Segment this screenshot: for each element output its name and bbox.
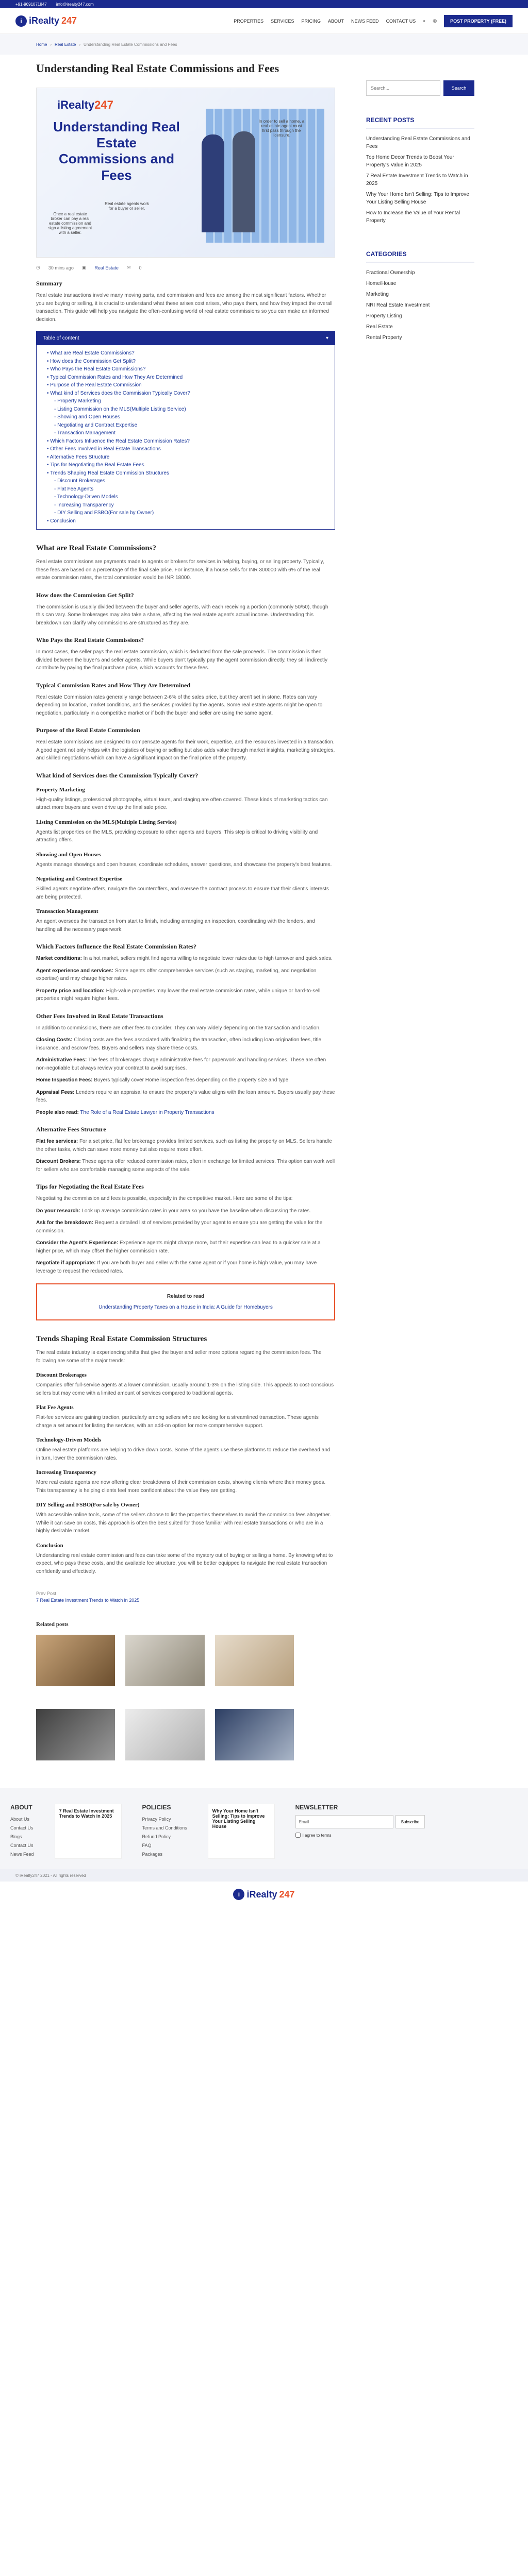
footer-link[interactable]: Terms and Conditions xyxy=(142,1825,187,1831)
related-post-card[interactable] xyxy=(36,1635,115,1699)
terms-checkbox[interactable] xyxy=(295,1833,301,1838)
toc-item[interactable]: • How does the Commission Get Split? xyxy=(47,358,136,364)
prev-post-link[interactable]: 7 Real Estate Investment Trends to Watch in 2025 xyxy=(36,1598,140,1603)
email-text[interactable]: info@irealty247.com xyxy=(56,2,94,7)
post-category[interactable]: Real Estate xyxy=(94,265,119,270)
post-time: 30 mins ago xyxy=(48,265,74,270)
paragraph: Online real estate platforms are helping to drive down costs. Some of the agents use these platforms to reduce the overhead and in turn, lower the commission rates. xyxy=(36,1447,331,1461)
breadcrumb: Home › Real Estate › Understanding Real Estate Commissions and Fees xyxy=(0,34,528,55)
phone-text[interactable]: +91-9691071847 xyxy=(15,2,47,7)
related-post-card[interactable] xyxy=(125,1635,204,1699)
section-heading: Who Pays the Real Estate Commissions? xyxy=(36,636,144,643)
category-link[interactable]: Real Estate xyxy=(366,324,393,330)
toc-item[interactable]: - Increasing Transparency xyxy=(54,502,114,508)
hero-caption: Once a real estate broker can pay a real estate commission and sign a listing agreement with a seller. xyxy=(48,212,92,235)
search-icon[interactable]: ⌕ xyxy=(423,18,426,23)
category-link[interactable]: Property Listing xyxy=(366,313,402,319)
nav-services[interactable]: SERVICES xyxy=(271,18,294,24)
toc-list xyxy=(37,345,335,529)
footer-logo[interactable]: i iRealty 247 xyxy=(0,1882,528,1907)
recent-post-link[interactable]: Top Home Decor Trends to Boost Your Property's Value in 2025 xyxy=(366,155,454,168)
toc-item[interactable]: • What are Real Estate Commissions? xyxy=(47,350,135,356)
footer-link[interactable]: Blogs xyxy=(10,1834,22,1840)
user-icon[interactable]: ◎ xyxy=(433,18,437,23)
category-link[interactable]: Home/House xyxy=(366,281,397,286)
related-post-card[interactable] xyxy=(36,1709,115,1773)
logo-number: 247 xyxy=(61,15,77,26)
section-heading: Purpose of the Real Estate Commission xyxy=(36,726,140,734)
page-title: Understanding Real Estate Commissions and Fees xyxy=(36,62,279,75)
toc-item[interactable]: • What kind of Services does the Commission Typically Cover? xyxy=(47,390,190,396)
comment-count[interactable]: 0 xyxy=(139,265,142,270)
tips-list xyxy=(36,1207,335,1276)
item-label: Agent experience and services: xyxy=(36,968,114,974)
subsection-heading: Flat Fee Agents xyxy=(36,1404,74,1411)
toc-item[interactable]: - Flat Fee Agents xyxy=(54,486,94,492)
hero-caption: In order to sell a home, a real estate agent must first pass through the licensure. xyxy=(258,119,305,138)
nav-pricing[interactable]: PRICING xyxy=(301,18,321,24)
search-button[interactable]: Search xyxy=(443,80,474,96)
list-item: Appraisal Fees: Lenders require an appraisal to ensure the property's value aligns with the loan amount. Buyers usually pay these fees. xyxy=(36,1089,335,1103)
footer-link[interactable]: Packages xyxy=(142,1852,163,1857)
hero-caption: Real estate agents work for a buyer or seller. xyxy=(105,201,149,211)
item-label: Ask for the breakdown: xyxy=(36,1220,94,1226)
logo-icon: i xyxy=(233,1889,244,1900)
categories-heading: CATEGORIES xyxy=(366,250,407,258)
section-heading: Which Factors Influence the Real Estate Commission Rates? xyxy=(36,943,196,950)
paragraph: Real estate commissions are designed to compensate agents for their work, expertise, and the resources invested in a transaction. A good agent not only helps with the logistics of buying or selling but also adds value through market insights, marketing strategies, and skilled negotiations which can have a significant impact on the final price of the property. xyxy=(36,739,335,761)
recent-post-link[interactable]: 7 Real Estate Investment Trends to Watch in 2025 xyxy=(366,173,468,187)
item-label: Negotiate if appropriate: xyxy=(36,1260,96,1266)
toc-item[interactable]: • Conclusion xyxy=(47,518,76,524)
toc-item[interactable]: - Transaction Management xyxy=(54,430,116,436)
list-item: Discount Brokers: These agents offer reduced commission rates, often in exchange for limited services. This option can work well for sellers who are comfortable managing some aspects of the sale. xyxy=(36,1159,335,1173)
section-heading: Tips for Negotiating the Real Estate Fees xyxy=(36,1183,144,1190)
footer-policies: POLICIES Privacy Policy Terms and Conditions Refund Policy FAQ Packages xyxy=(142,1804,187,1859)
logo-icon: i xyxy=(15,15,27,27)
toc-title: Table of content xyxy=(43,335,79,341)
item-label: Discount Brokers: xyxy=(36,1159,81,1164)
toc-item[interactable]: • Other Fees Involved in Real Estate Transactions xyxy=(47,446,161,452)
footer-link[interactable]: FAQ xyxy=(142,1843,152,1849)
nav-contact[interactable]: CONTACT US xyxy=(386,18,416,24)
category-link[interactable]: Rental Property xyxy=(366,335,402,341)
paragraph: Flat-fee services are gaining traction, particularly among sellers who are looking for a streamlined transaction. These agents charge a set amount for listing the services, with an add-on option for more comprehensive support. xyxy=(36,1415,319,1429)
comment-icon: ✉ xyxy=(126,265,131,270)
footer-newsletter: NEWSLETTER Email Subscribe I agree to terms xyxy=(295,1804,425,1859)
footer-about: ABOUT About Us Contact Us Blogs Contact Us News Feed xyxy=(10,1804,34,1859)
paragraph: Agents manage showings and open houses, coordinate schedules, answer questions, and showcase the property's best features. xyxy=(36,861,332,868)
summary-text: Real estate transactions involve many moving parts, and commission and fees are among the most significant factors. Whether you are buying or selling, it is crucial to understand what these arises cost arises, who pays them, and how they impact the overall transaction. This guide will help you navigate the often-confusing world of real estate commissions so you can make an informed decision. xyxy=(36,293,333,323)
list-item: Closing Costs: Closing costs are the fees associated with finalizing the transaction, often including loan origination fees, title insurance, and escrow fees. Buyers and sellers may share these costs. xyxy=(36,1037,322,1051)
person-figure xyxy=(202,134,224,232)
hero-image xyxy=(36,88,335,258)
paragraph: An agent oversees the transaction from start to finish, including arranging an inspection, coordinating with the lenders, and handling all the necessary paperwork. xyxy=(36,919,315,933)
paragraph: Skilled agents negotiate offers, navigate the counteroffers, and oversee the contract process to ensure that their client's interests are being protected. xyxy=(36,886,329,900)
section-heading: Other Fees Involved in Real Estate Transactions xyxy=(36,1012,163,1020)
summary-heading: Summary xyxy=(36,280,62,287)
footer-post-card[interactable]: 7 Real Estate Investment Trends to Watch in 2025 xyxy=(55,1804,122,1859)
toc-item[interactable]: - DIY Selling and FSBO(For sale by Owner) xyxy=(54,510,154,516)
item-label: Administrative Fees: xyxy=(36,1057,87,1063)
post-navigation xyxy=(36,1591,335,1603)
category-link[interactable]: NRI Real Estate Investment xyxy=(366,302,430,308)
copyright: © iRealty247 2021 - All rights reserved xyxy=(0,1869,528,1882)
breadcrumb-current: Understanding Real Estate Commissions and Fees xyxy=(84,42,177,47)
footer-link[interactable]: News Feed xyxy=(10,1852,34,1857)
subsection-heading: Listing Commission on the MLS(Multiple Listing Service) xyxy=(36,819,177,825)
paragraph: The commission is usually divided between the buyer and seller agents, with each receiving a portion (commonly 50/50), though this can vary. Some brokerages may also take a share, affecting the real estate agent's actual income. Understanding this breakdown can clarify why commissions are structured as they are. xyxy=(36,604,328,626)
post-property-button[interactable]: POST PROPERTY (FREE) xyxy=(444,15,513,27)
footer-link[interactable]: Refund Policy xyxy=(142,1834,171,1840)
recent-post-link[interactable]: Why Your Home Isn't Selling: Tips to Improve Your Listing Selling House xyxy=(366,192,469,205)
alternative-list xyxy=(36,1138,335,1174)
toc-item[interactable]: • Which Factors Influence the Real Estate Commission Rates? xyxy=(47,438,190,444)
item-label: Flat fee services: xyxy=(36,1139,78,1144)
hero-headline: Understanding Real Estate Commissions and Fees xyxy=(53,119,180,183)
item-label: Appraisal Fees: xyxy=(36,1089,75,1095)
paragraph: In most cases, the seller pays the real estate commission, which is deducted from the sale proceeds. The commission is then divided between the buyer's and seller agents. While buyers don't typically pay the agent commission directly, they still indirectly contribute by paying the final purchase price, which accounts for these fees. xyxy=(36,649,328,671)
also-read: People also read: The Role of a Real Estate Lawyer in Property Transactions xyxy=(36,1109,214,1115)
table-of-contents xyxy=(36,331,335,530)
subsection-heading: Transaction Management xyxy=(36,908,98,914)
hero-logo: iRealty247 xyxy=(57,98,113,111)
footer-link[interactable]: Privacy Policy xyxy=(142,1817,171,1822)
toc-item[interactable]: - Technology-Driven Models xyxy=(54,494,118,500)
newsletter-email-input[interactable] xyxy=(295,1815,393,1828)
folder-icon: ▣ xyxy=(81,265,87,270)
category-link[interactable]: Fractional Ownership xyxy=(366,270,415,276)
related-label: Related to read xyxy=(167,1294,205,1299)
top-bar xyxy=(0,0,528,8)
toc-item[interactable]: • Tips for Negotiating the Real Estate Fees xyxy=(47,462,144,468)
paragraph: The real estate industry is experiencing shifts that give the buyer and seller more options regarding the commission fees. The following are some of the major trends: xyxy=(36,1350,322,1364)
toc-item[interactable]: - Showing and Open Houses xyxy=(54,414,120,420)
list-item: Home Inspection Fees: Buyers typically cover Home inspection fees depending on the property size and type. xyxy=(36,1077,290,1083)
person-figure xyxy=(233,131,255,232)
paragraph: Agents list properties on the MLS, providing exposure to other agents and buyers. This step is critical to driving visibility and attracting offers. xyxy=(36,829,318,843)
subsection-heading: Property Marketing xyxy=(36,786,85,793)
categories-list xyxy=(366,269,474,342)
paragraph: Negotiating the commission and fees is possible, especially in the competitive market. Here are some of the tips: xyxy=(36,1196,293,1201)
toc-item[interactable]: - Listing Commission on the MLS(Multiple Listing Service) xyxy=(54,406,186,412)
subsection-heading: Showing and Open Houses xyxy=(36,851,101,858)
post-thumbnail[interactable] xyxy=(125,1709,204,1760)
post-meta xyxy=(36,265,335,270)
search-form xyxy=(366,80,474,96)
breadcrumb-category[interactable]: Real Estate xyxy=(55,42,76,47)
also-read-link[interactable]: The Role of a Real Estate Lawyer in Property Transactions xyxy=(80,1109,214,1115)
post-thumbnail[interactable] xyxy=(215,1709,294,1760)
toggle-icon[interactable]: ▾ xyxy=(325,335,328,341)
toc-item[interactable]: - Discount Brokerages xyxy=(54,478,105,484)
item-label: Consider the Agent's Experience: xyxy=(36,1240,119,1246)
related-posts-heading: Related posts xyxy=(36,1621,69,1628)
recent-posts-heading: RECENT POSTS xyxy=(366,116,415,124)
list-item: Market conditions: In a hot market, sellers might find agents willing to negotiate lower rates due to high turnover and quick sales. xyxy=(36,956,333,961)
recent-post-link[interactable]: Understanding Real Estate Commissions and Fees xyxy=(366,136,470,149)
item-label: Property price and location: xyxy=(36,988,105,994)
post-thumbnail[interactable] xyxy=(215,1635,294,1686)
paragraph: Real estate commissions are payments made to agents or brokers for services in helping, buying, or selling property. Typically, these fees are based on a percentage of the final sale price. For instance, if a house sells for INR 300000 with 6% of the real estate commission rates, the total commission would be INR 18000. xyxy=(36,559,324,581)
subscribe-button[interactable]: Subscribe xyxy=(395,1815,425,1828)
subsection-heading: Discount Brokerages xyxy=(36,1372,87,1378)
divider xyxy=(366,128,474,129)
toc-item[interactable]: • Who Pays the Real Estate Commissions? xyxy=(47,366,146,372)
category-link[interactable]: Marketing xyxy=(366,292,389,297)
footer-link[interactable]: About Us xyxy=(10,1817,30,1822)
section-heading: What kind of Services does the Commission Typically Cover? xyxy=(36,771,199,779)
section-heading: Trends Shaping Real Estate Commission Structures xyxy=(36,1335,207,1343)
paragraph: Real estate Commission rates generally range between 2-6% of the sales price, but they aren't set in stone. Rates can vary depending on location, market conditions, and the services provided by the agents. Some real estate agents might be open to negotiation, particularly in a competitive market or if both the buyer and seller are using the same agent. xyxy=(36,694,323,716)
recent-post-link[interactable]: How to Increase the Value of Your Rental Property xyxy=(366,210,460,224)
toc-item[interactable]: • Alternative Fees Structure xyxy=(47,454,110,460)
related-link[interactable]: Understanding Property Taxes on a House in India: A Guide for Homebuyers xyxy=(98,1304,273,1310)
related-post-card[interactable] xyxy=(215,1635,294,1699)
related-posts-grid xyxy=(0,1635,330,1773)
section-heading: Alternative Fees Structure xyxy=(36,1126,106,1133)
subsection-heading: Technology-Driven Models xyxy=(36,1437,102,1443)
post-thumbnail[interactable] xyxy=(36,1709,115,1760)
item-label: Do your research: xyxy=(36,1208,80,1214)
list-item: Flat fee services: For a set price, flat fee brokerage provides limited services, such as listing the property on MLS. Sellers handle the other tasks, which can save more money but also require more effort. xyxy=(36,1139,332,1153)
list-item: Do your research: Look up average commission rates in your area so you have the baseline when discussing the rates. xyxy=(36,1208,311,1214)
footer-link[interactable]: Contact Us xyxy=(10,1843,34,1849)
list-item: Property price and location: High-value properties may lower the real estate commission rates, while unique or hard-to-sell properties might require higher fees. xyxy=(36,988,321,1002)
nav-news-feed[interactable]: NEWS FEED xyxy=(351,18,379,24)
paragraph: In addition to commissions, there are other fees to consider. They can vary widely depending on the transaction and location. xyxy=(36,1025,321,1031)
post-thumbnail[interactable] xyxy=(125,1635,204,1686)
subsection-heading: Negotiating and Contract Expertise xyxy=(36,876,123,882)
toc-item[interactable]: - Property Marketing xyxy=(54,398,101,404)
logo-text: iRealty xyxy=(29,15,60,26)
nav-properties[interactable]: PROPERTIES xyxy=(234,18,264,24)
footer-link[interactable]: Contact Us xyxy=(10,1825,34,1831)
related-post-card[interactable] xyxy=(125,1709,204,1773)
nav-about[interactable]: ABOUT xyxy=(328,18,344,24)
fee-list xyxy=(36,1036,335,1105)
subsection-heading: Conclusion xyxy=(36,1542,63,1549)
factor-list xyxy=(36,955,335,1003)
toc-item[interactable]: • Trends Shaping Real Estate Commission Structures xyxy=(47,470,169,476)
site-header xyxy=(0,8,528,34)
toc-item[interactable]: • Purpose of the Real Estate Commission xyxy=(47,382,142,388)
subsection-heading: DIY Selling and FSBO(For sale by Owner) xyxy=(36,1502,140,1508)
post-thumbnail[interactable] xyxy=(36,1635,115,1686)
related-post-card[interactable] xyxy=(215,1709,294,1773)
paragraph: High-quality listings, professional photography, virtual tours, and staging are often covered. These kinds of marketing tactics can attract more buyers and even drive up the final sale price. xyxy=(36,796,328,810)
site-logo[interactable] xyxy=(15,15,77,27)
footer-post-card[interactable]: Why Your Home Isn't Selling: Tips to Improve Your Listing Selling House xyxy=(208,1804,275,1859)
toc-item[interactable]: • Typical Commission Rates and How They Are Determined xyxy=(47,374,183,380)
item-label: Home Inspection Fees: xyxy=(36,1077,93,1083)
recent-posts-list xyxy=(366,135,474,225)
divider xyxy=(366,262,474,263)
paragraph: More real estate agents are now offering clear breakdowns of their commission costs, showing clients where their money goes. This transparency is helping clients feel more confident about the value they are getting. xyxy=(36,1480,326,1494)
breadcrumb-home[interactable]: Home xyxy=(36,42,47,47)
list-item: Agent experience and services: Some agents offer comprehensive services (such as staging, marketing, and negotiation expertise) and may charge higher rates. xyxy=(36,968,317,981)
search-input[interactable] xyxy=(366,80,440,96)
toc-item[interactable]: - Negotiating and Contract Expertise xyxy=(54,422,138,428)
paragraph: Companies offer full-service agents at a lower commission, usually around 1-3% on the listing side. This appeals to cost-conscious sellers but may come with a limited amount of services compared to traditional agents. xyxy=(36,1382,334,1396)
list-item: Administrative Fees: The fees of brokerages charge administrative fees for paperwork and handling services. These are often non-negotiable but always review your contract to avoid surprises. xyxy=(36,1057,326,1071)
toc-header[interactable] xyxy=(37,331,335,345)
paragraph: Understanding real estate commission and fees can take some of the mystery out of buying or selling a home. By knowing what to expect, who pays these costs, and the available fee structure, you will be better equipped to navigate the real estate transaction confidently and effectively. xyxy=(36,1552,333,1574)
list-item: Ask for the breakdown: Request a detailed list of services provided by your agent to ensure you are getting the value for the commission. xyxy=(36,1220,323,1234)
section-heading: Typical Commission Rates and How They Are Determined xyxy=(36,681,190,689)
sidebar xyxy=(366,62,474,1613)
item-label: Closing Costs: xyxy=(36,1037,73,1043)
article xyxy=(36,62,335,1613)
site-footer xyxy=(0,1788,528,1869)
subsection-heading: Increasing Transparency xyxy=(36,1469,96,1476)
section-heading: What are Real Estate Commissions? xyxy=(36,544,157,552)
clock-icon: ◷ xyxy=(36,265,40,270)
list-item: Consider the Agent's Experience: Experience agents might charge more, but their expertise can lead to a quicker sale at a higher price, which may offset the higher commission rate. xyxy=(36,1240,321,1254)
related-box xyxy=(36,1283,335,1320)
paragraph: With accessible online tools, some of the sellers choose to list the properties themselves to avoid the commission fees altogether. While it can save on costs, this approach is often the best suited for those familiar with real estate transactions or who are in a highly desirable market. xyxy=(36,1512,331,1534)
main-nav xyxy=(234,15,513,27)
list-item: Negotiate if appropriate: If you are both buyer and seller with the same agent or if your home is high value, you may have leverage to request the reduced rates. xyxy=(36,1260,317,1274)
section-heading: How does the Commission Get Split? xyxy=(36,591,134,599)
item-label: Market conditions: xyxy=(36,956,82,961)
prev-label: Prev Post xyxy=(36,1591,57,1596)
